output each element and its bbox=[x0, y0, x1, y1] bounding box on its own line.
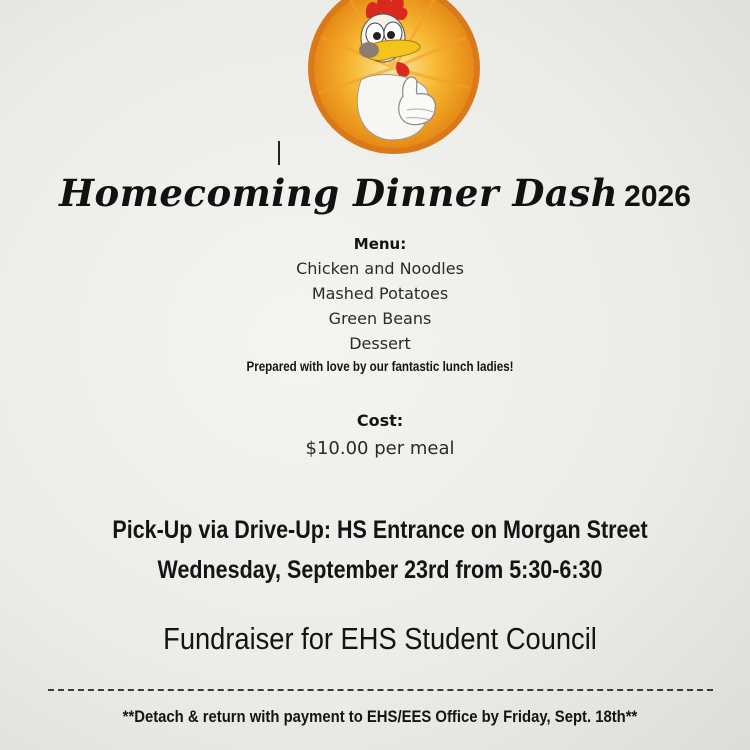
menu-item: Mashed Potatoes bbox=[311, 284, 449, 303]
detach-divider bbox=[48, 689, 713, 691]
event-title bbox=[0, 168, 750, 222]
event-year: 2026 bbox=[624, 180, 691, 213]
rooster-logo bbox=[305, 0, 483, 158]
pickup-time: Wednesday, September 23rd from 5:30-6:30 bbox=[157, 556, 603, 584]
cost-heading: Cost: bbox=[356, 411, 404, 430]
menu-item: Dessert bbox=[349, 334, 411, 353]
menu-item: Chicken and Noodles bbox=[296, 259, 464, 278]
fundraiser-text: Fundraiser for EHS Student Council bbox=[163, 621, 597, 656]
menu-item: Green Beans bbox=[328, 309, 432, 328]
cost-value: $10.00 per meal bbox=[305, 438, 455, 459]
menu-heading: Menu: bbox=[353, 235, 407, 253]
pickup-location: Pick-Up via Drive-Up: HS Entrance on Morgan Street bbox=[112, 516, 648, 544]
menu-note: Prepared with love by our fantastic lunch ladies! bbox=[246, 359, 514, 374]
event-title-text: Homecoming Dinner Dash bbox=[59, 171, 619, 215]
detach-instructions: **Detach & return with payment to EHS/EES Office by Friday, Sept. 18th** bbox=[122, 708, 638, 726]
text-cursor bbox=[278, 141, 280, 165]
